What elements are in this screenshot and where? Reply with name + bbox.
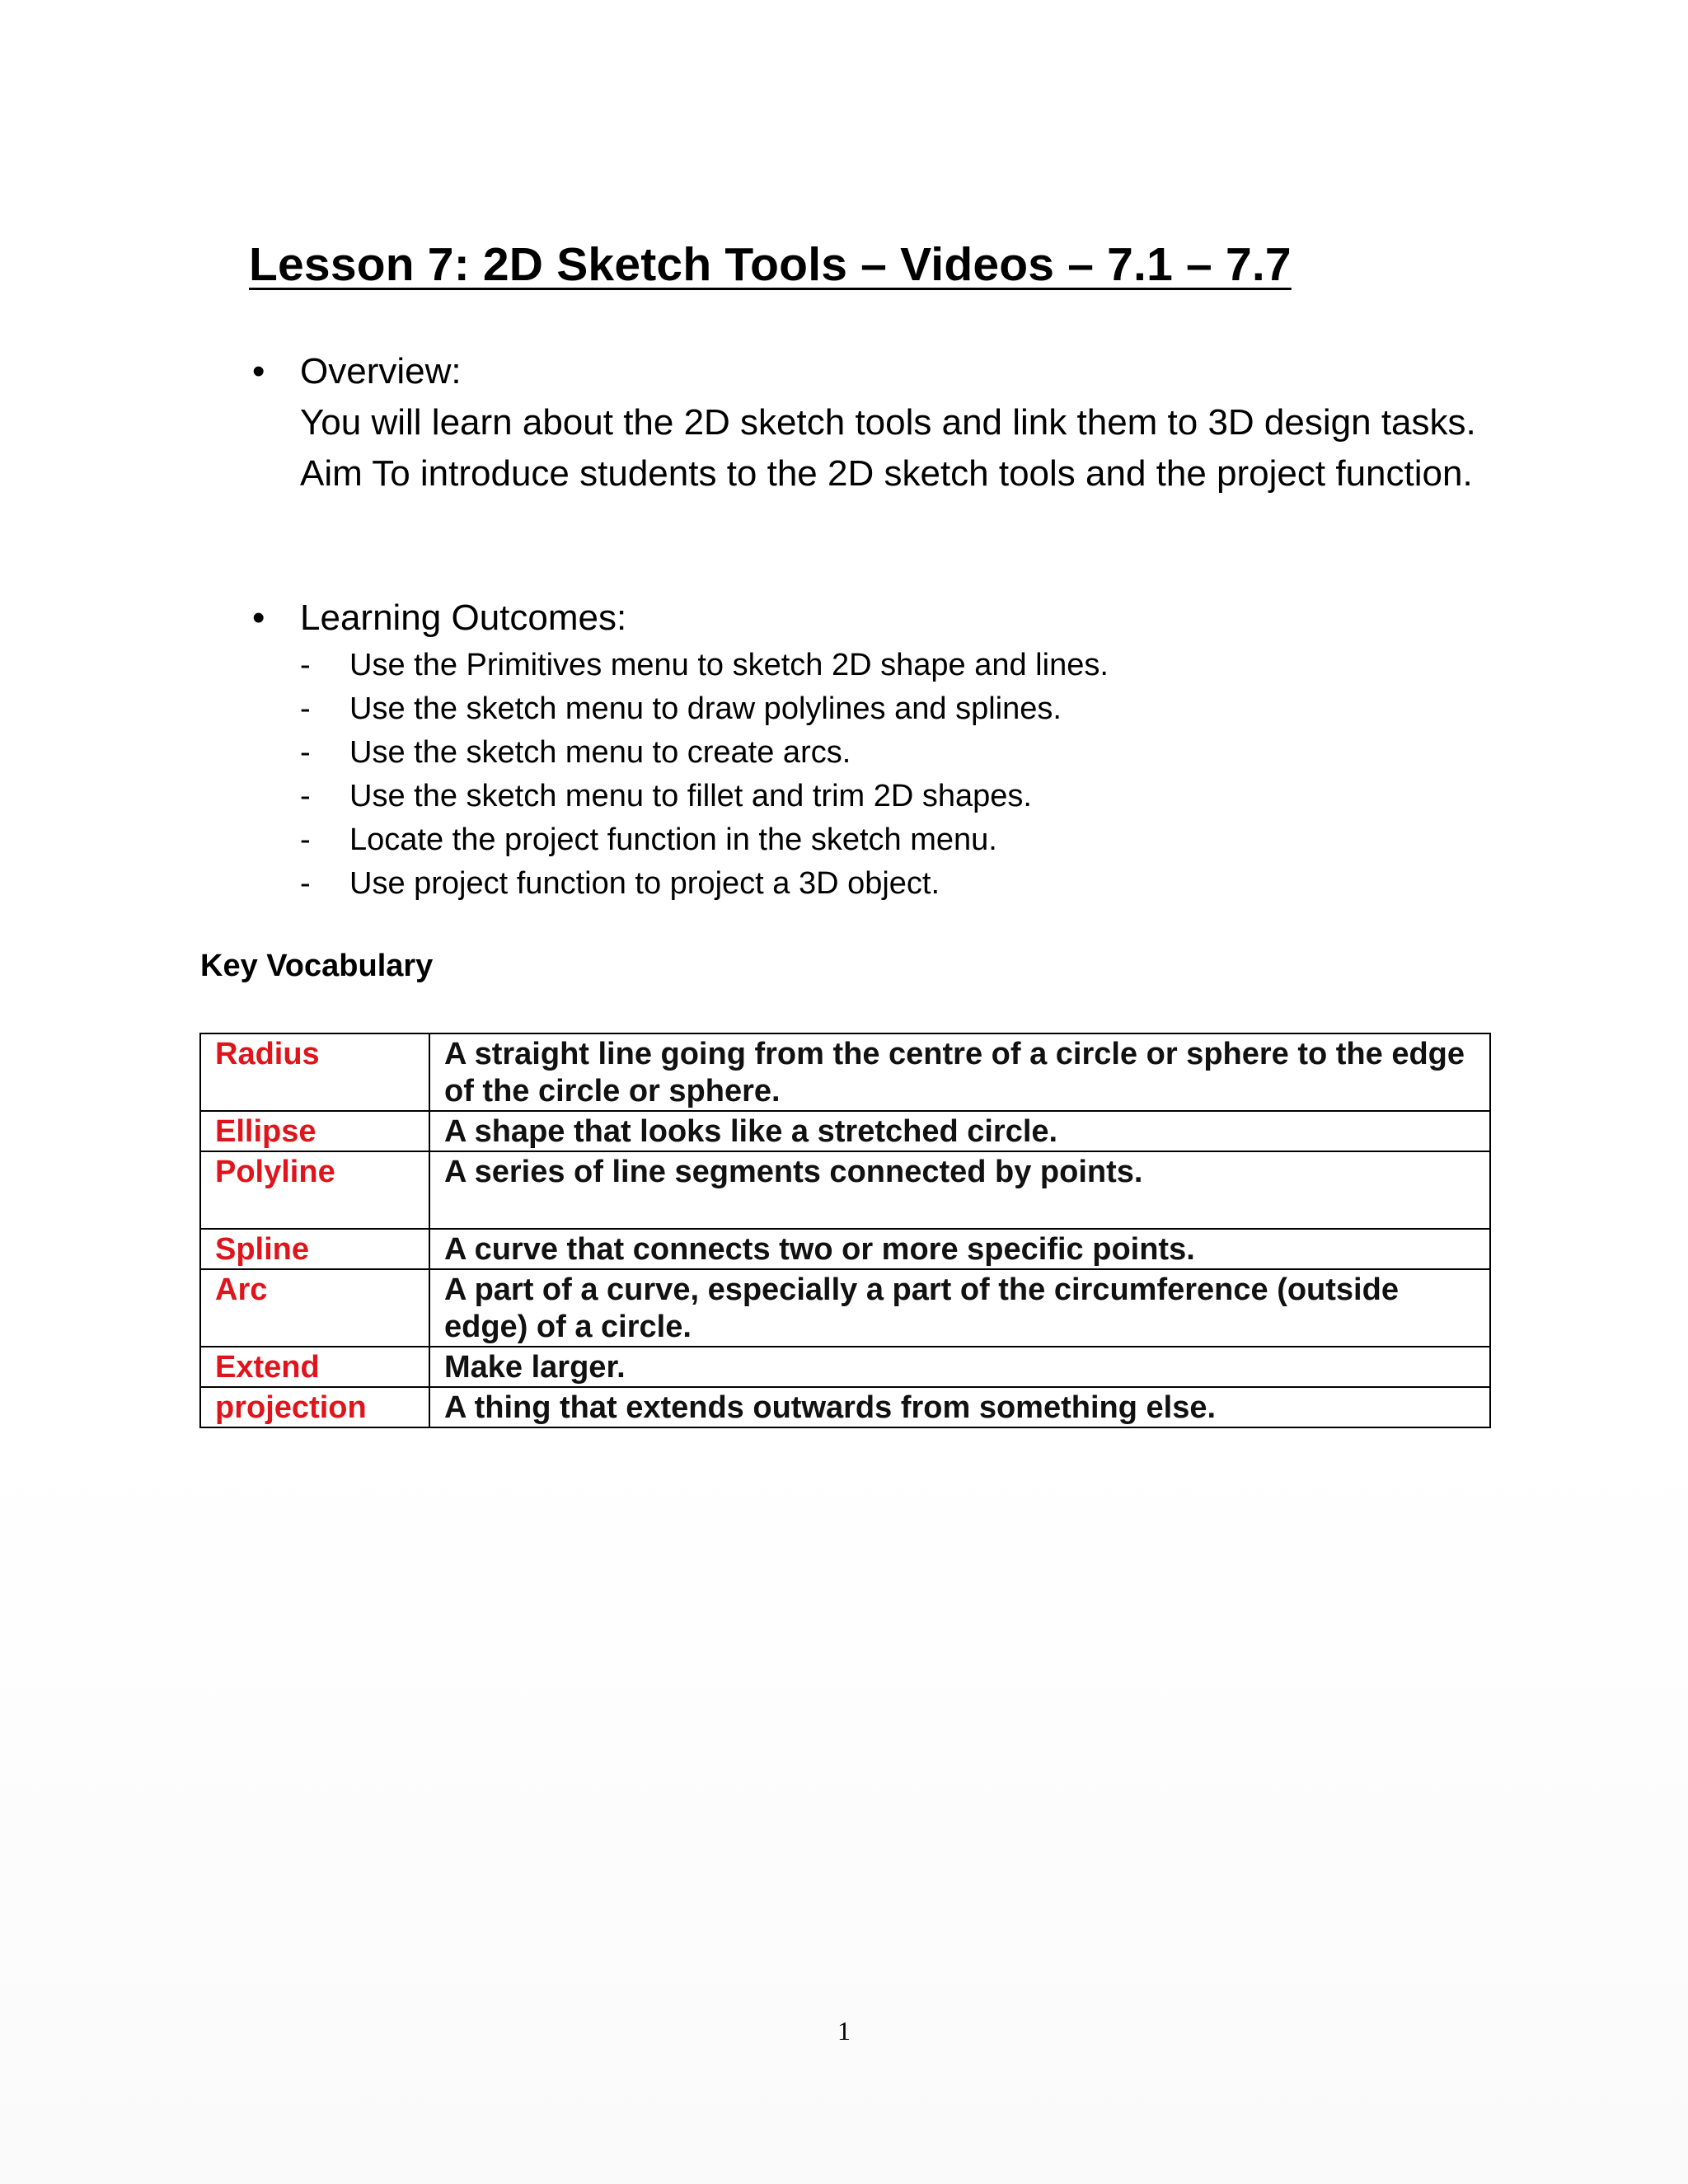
vocabulary-term: Spline [200, 1229, 429, 1269]
page-number: 1 [837, 2016, 851, 2046]
outcome-text: Locate the project function in the sketch menu. [349, 823, 997, 857]
dash-icon: - [300, 779, 311, 813]
overview-heading: Overview: [300, 351, 462, 391]
vocabulary-term: Extend [200, 1347, 429, 1387]
vocabulary-definition: A thing that extends outwards from something else. [429, 1387, 1490, 1427]
vocabulary-definition: A series of line segments connected by points. [429, 1151, 1490, 1229]
vocabulary-term: Arc [200, 1269, 429, 1347]
vocabulary-term: Radius [200, 1033, 429, 1111]
list-item [300, 644, 1484, 687]
overview-bullet [247, 346, 1484, 499]
dash-icon: - [300, 866, 311, 901]
vocabulary-definition: Make larger. [429, 1347, 1490, 1387]
vocabulary-heading: Key Vocabulary [200, 949, 434, 983]
learning-outcomes-list [300, 644, 1484, 906]
outcome-text: Use the sketch menu to draw polylines and splines. [349, 691, 1062, 726]
outcome-text: Use the Primitives menu to sketch 2D shape and lines. [349, 648, 1109, 682]
table-row [200, 1033, 1490, 1111]
vocabulary-term: Ellipse [200, 1111, 429, 1151]
list-item [300, 731, 1484, 775]
list-item [300, 775, 1484, 818]
table-row [200, 1387, 1490, 1427]
outcome-text: Use project function to project a 3D object. [349, 866, 940, 901]
page-title: Lesson 7: 2D Sketch Tools – Videos – 7.1 – 7.7 [249, 238, 1292, 291]
list-item [300, 687, 1484, 731]
overview-section [247, 346, 1484, 499]
learning-outcomes-bullet [247, 593, 1484, 906]
vocabulary-table [199, 1033, 1491, 1428]
list-item [300, 862, 1484, 906]
dash-icon: - [300, 691, 311, 726]
outcome-text: Use the sketch menu to create arcs. [349, 735, 851, 770]
bullet-icon: • [252, 351, 265, 391]
vocabulary-term: Polyline [200, 1151, 429, 1229]
bullet-icon: • [252, 598, 265, 638]
vocabulary-definition: A shape that looks like a stretched circle. [429, 1111, 1490, 1151]
vocabulary-definition: A curve that connects two or more specific points. [429, 1229, 1490, 1269]
table-row [200, 1347, 1490, 1387]
vocabulary-definition: A straight line going from the centre of a circle or sphere to the edge of the circle or sphere. [429, 1033, 1490, 1111]
outcome-text: Use the sketch menu to fillet and trim 2D shapes. [349, 779, 1032, 813]
learning-outcomes-section [247, 593, 1484, 906]
list-item [300, 818, 1484, 862]
dash-icon: - [300, 823, 311, 857]
dash-icon: - [300, 735, 311, 770]
table-row [200, 1151, 1490, 1229]
table-row [200, 1111, 1490, 1151]
vocabulary-term: projection [200, 1387, 429, 1427]
learning-outcomes-heading: Learning Outcomes: [300, 598, 627, 638]
table-row [200, 1229, 1490, 1269]
dash-icon: - [300, 648, 311, 682]
table-row [200, 1269, 1490, 1347]
overview-text: You will learn about the 2D sketch tools and link them to 3D design tasks. Aim To introduce students to the 2D sketch tools and the project function. [300, 402, 1476, 494]
vocabulary-definition: A part of a curve, especially a part of the circumference (outside edge) of a circle. [429, 1269, 1490, 1347]
